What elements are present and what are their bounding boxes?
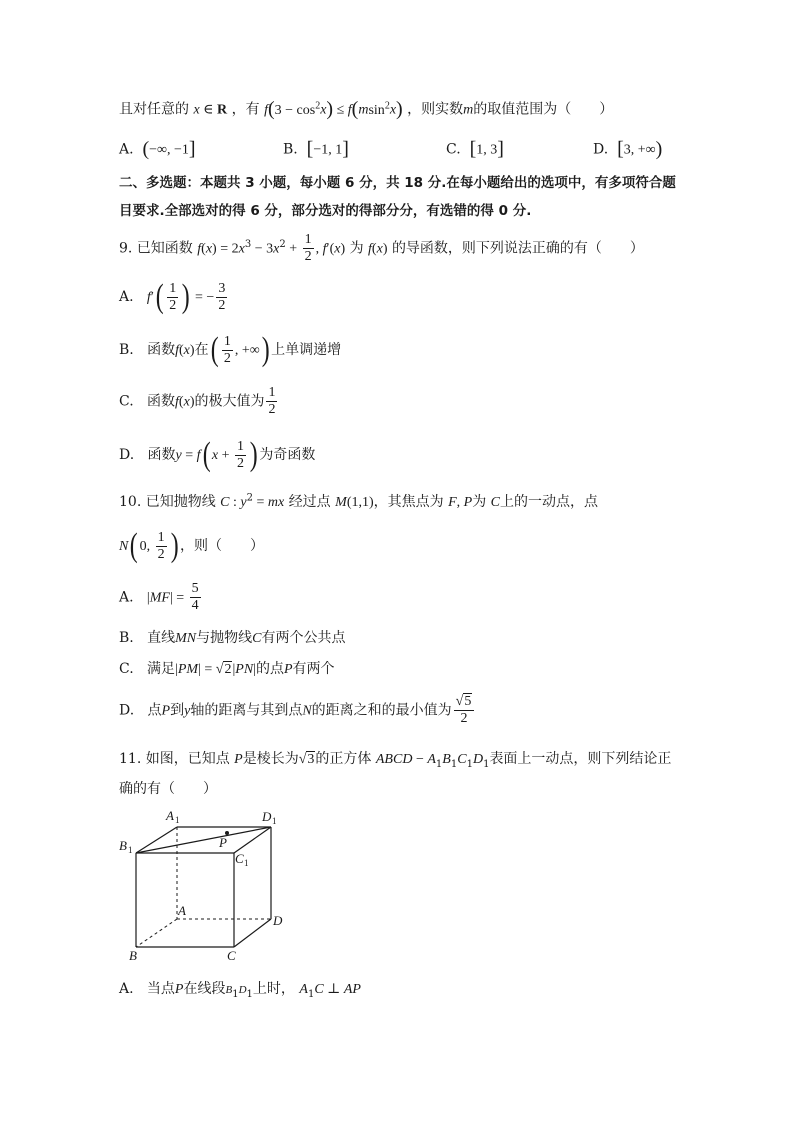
- q10-prefix: 10. 已知抛物线: [119, 494, 216, 510]
- section2-line2: 目要求.全部选对的得 6 分，部分选对的得部分分，有选错的得 0 分.: [119, 203, 532, 219]
- option-label: D.: [593, 141, 609, 158]
- option-label: B.: [119, 630, 134, 646]
- q10-mid3: 为: [472, 494, 487, 510]
- label-a: A: [178, 903, 186, 918]
- option-label: C.: [119, 661, 134, 677]
- option-label: A.: [119, 289, 134, 305]
- option-c-post2: 有两个: [292, 661, 335, 677]
- option-b-post: 上单调递增: [271, 342, 342, 358]
- q9-suffix: 的导函数，则下列说法正确的有（ ）: [391, 240, 644, 257]
- q8-option-c[interactable]: C. [1, 3]: [446, 138, 504, 160]
- label-b1: B: [119, 838, 127, 853]
- hidden-edge-ab: [136, 919, 177, 947]
- q8-option-a[interactable]: A. (−∞, −1]: [119, 138, 196, 160]
- option-b-mid: 在: [194, 342, 209, 358]
- label-b1-sub: 1: [128, 845, 133, 855]
- option-label: C.: [119, 393, 134, 410]
- option-label: D.: [119, 702, 135, 719]
- edge-cd: [234, 919, 271, 947]
- q11-prefix: 11. 如图，已知点: [119, 751, 230, 767]
- q8-option-d[interactable]: D. [3, +∞): [593, 138, 663, 160]
- q10-option-d[interactable]: D. 点P到y轴的距离与其到点N的距离之和的最小值为 $\frac{√5}{2}$: [119, 694, 476, 727]
- q8-option-b[interactable]: B. [−1, 1]: [283, 138, 349, 160]
- option-a-pre: 当点: [146, 981, 175, 997]
- q11-mid2: 的正方体: [315, 751, 372, 767]
- q8-mid: ，有: [231, 101, 260, 118]
- option-d-pre: 函数: [147, 447, 176, 463]
- q10-stem-line1: 10. 已知抛物线 C : $y^2$ = mx 经过点 M(1,1)，其焦点为 F, P为 C上的一动点，点: [119, 492, 599, 510]
- label-c: C: [227, 948, 236, 963]
- option-c-post: 的极大值为: [194, 393, 265, 410]
- q8-suffix2: 的取值范围为（ ）: [473, 101, 614, 118]
- option-c-pre: 函数: [147, 393, 176, 410]
- q11-stem-line1: 11. 如图，已知点 P是棱长为√3的正方体 ABCD − $A_1B_1C_1D_1$表面上一动点，则下列结论正: [119, 751, 672, 770]
- label-b: B: [129, 948, 137, 963]
- label-d: D: [273, 913, 283, 928]
- option-a-mid: 在线段: [183, 981, 226, 997]
- q8-condition: x: [193, 102, 200, 118]
- option-c-pre: 满足: [147, 661, 176, 677]
- q10-stem-line2: N( 0, $\frac{1}{2}$ ) ，则（ ）: [119, 527, 264, 564]
- option-label: A.: [119, 141, 134, 158]
- q8-stem-line: 且对任意的 x ∈ R ，有 $f(3 - \cos^2x) \le f(msin^2x)$ ，则实数m的取值范围为（ ）: [119, 98, 614, 120]
- option-d-mid3: 的距离之和的最小值为: [311, 702, 452, 719]
- label-a1: A: [166, 808, 174, 823]
- q10-option-a[interactable]: A. |MF| = $\frac{5}{4}$: [119, 581, 199, 613]
- option-b-mid: 与抛物线: [196, 630, 253, 646]
- q9-stem: 9. 已知函数 $f(x) = 2x^3 - 3x^2$ + $\frac{1}{2}$ , f′(x) 为 f(x) 的导函数，则下列说法正确的有（ ）: [119, 232, 644, 264]
- q8-prefix: 且对任意的: [119, 101, 189, 118]
- cube-figure: [115, 805, 315, 965]
- option-label: A.: [119, 981, 134, 997]
- label-c1-sub: 1: [244, 858, 249, 868]
- q11-mid1: 是棱长为: [242, 751, 299, 767]
- q10-option-b[interactable]: B. 直线MN与抛物线C有两个公共点: [119, 630, 346, 646]
- q11-suffix: 表面上一动点，则下列结论正: [489, 751, 672, 767]
- option-label: D.: [119, 447, 135, 463]
- q10-mid1: 经过点: [288, 494, 331, 510]
- q8-var: m: [463, 102, 474, 118]
- label-d1: D: [262, 809, 272, 824]
- option-d-pre: 点: [147, 702, 162, 719]
- q9-prefix: 9. 已知函数: [119, 240, 193, 257]
- q10-line2-suffix: ，则（ ）: [180, 538, 264, 554]
- q10-suffix: 上的一动点，点: [500, 494, 599, 510]
- q9-option-b[interactable]: B. 函数f(x)在( $\frac{1}{2}$ , +∞) 上单调递增: [119, 331, 342, 368]
- q9-option-a[interactable]: A. f′( $\frac{1}{2}$ ) = − $\frac{3}{2}$: [119, 278, 226, 315]
- q11-option-a[interactable]: A. 当点P在线段$B_1D_1$上时， $A_1C$ ⊥ AP: [119, 981, 361, 1000]
- section2-line1: 二、多选题：本题共 3 小题，每小题 6 分，共 18 分.在每小题给出的选项中，有多项符合题: [119, 175, 676, 191]
- q9-mid: 为: [349, 240, 364, 257]
- option-d-mid1: 到: [170, 702, 185, 719]
- q11-stem-line2: 确的有（ ）: [119, 781, 217, 797]
- option-b-pre: 函数: [147, 342, 176, 358]
- option-d-mid2: 轴的距离与其到点: [190, 702, 303, 719]
- q10-option-c[interactable]: C. 满足|PM| = √2|PN|的点P有两个: [119, 661, 335, 677]
- q10-mid2: ，其焦点为: [373, 494, 444, 510]
- option-a-post: 上时，: [252, 981, 295, 997]
- q8-inequality: f: [264, 102, 268, 118]
- q9-option-d[interactable]: D. 函数y = f( x + $\frac{1}{2}$ ) 为奇函数: [119, 436, 316, 473]
- option-label: C.: [446, 141, 461, 158]
- option-label: B.: [119, 342, 134, 358]
- label-d1-sub: 1: [272, 816, 277, 826]
- q9-option-c[interactable]: C. 函数f(x)的极大值为 $\frac{1}{2}$: [119, 385, 276, 417]
- option-label: A.: [119, 589, 134, 606]
- q8-suffix: ，则实数: [407, 101, 464, 118]
- option-b-post: 有两个公共点: [261, 630, 346, 646]
- option-b-pre: 直线: [147, 630, 176, 646]
- label-a1-sub: 1: [175, 815, 180, 825]
- label-p: P: [219, 835, 227, 850]
- option-label: B.: [283, 141, 298, 158]
- option-d-post: 为奇函数: [259, 447, 316, 463]
- label-c1: C: [235, 851, 244, 866]
- option-c-post: 的点: [255, 661, 284, 677]
